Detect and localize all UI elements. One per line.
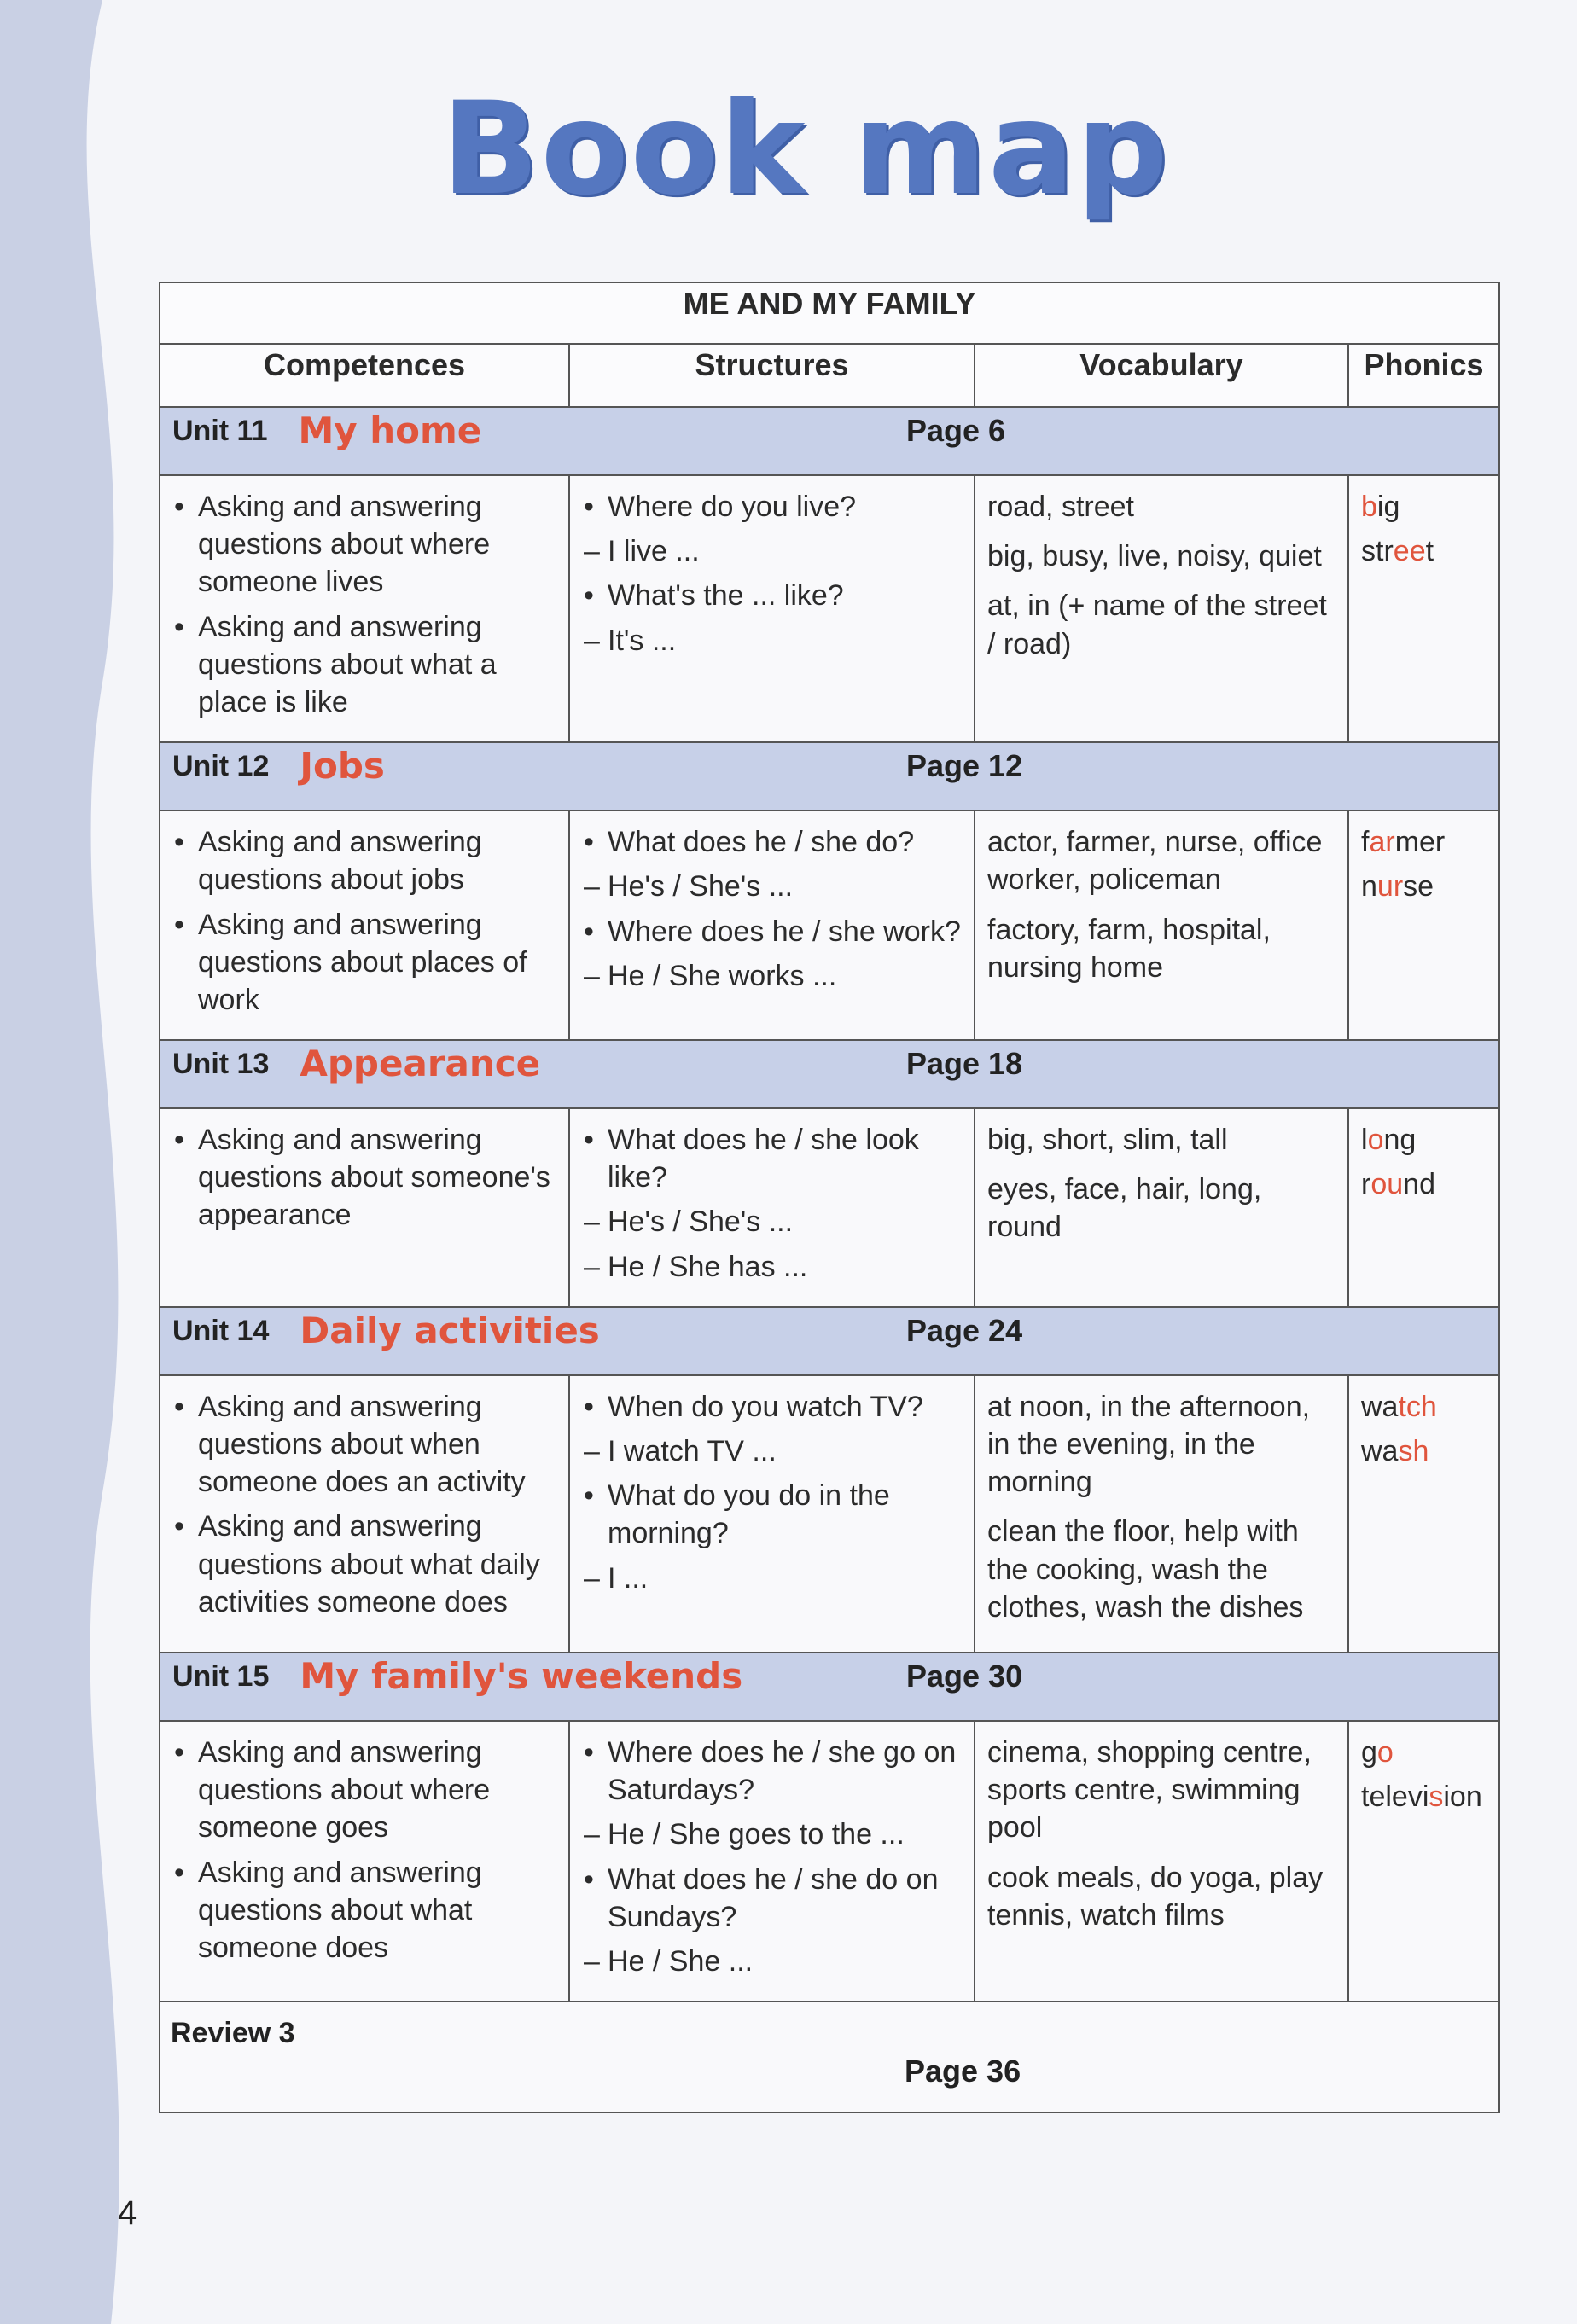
unit-content-row: [160, 1375, 1499, 1653]
vocabulary-item: road, street: [987, 491, 1134, 523]
review-row: [160, 2002, 1499, 2112]
phonics-highlight: ee: [1393, 535, 1426, 568]
phonics-cell: [1348, 1375, 1499, 1653]
phonics-word: [1361, 868, 1487, 905]
unit-content-row: [160, 1108, 1499, 1307]
vocabulary-cell: [975, 1375, 1348, 1653]
book-map-table: [159, 282, 1500, 2113]
unit-page-ref: Page 24: [906, 1312, 1023, 1348]
phonics-part: l: [1361, 1124, 1368, 1157]
review-label: Review 3: [171, 2017, 295, 2050]
vocabulary-cell: [975, 1721, 1348, 2002]
vocabulary-item: actor, farmer, nurse, office worker, policeman: [987, 826, 1323, 897]
phonics-highlight: ar: [1369, 826, 1395, 859]
unit-page-ref: Page 18: [906, 1045, 1023, 1081]
competence-item: • Asking and answering questions about jobs: [172, 823, 556, 898]
competence-item: • Asking and answering questions about what daily activities someone does: [172, 1508, 556, 1621]
phonics-highlight: o: [1376, 1735, 1394, 1769]
unit-page-ref: Page 12: [906, 748, 1023, 784]
competences-cell: [160, 1108, 569, 1307]
vocabulary-item: at noon, in the afternoon, in the evening, in the morning: [987, 1390, 1311, 1499]
phonics-part: se: [1403, 870, 1434, 903]
competences-cell: [160, 810, 569, 1040]
unit-content-row: [160, 810, 1499, 1040]
competence-item: • Asking and answering questions about where someone lives: [172, 488, 556, 601]
structure-item: • What do you do in the morning?: [582, 1477, 962, 1552]
phonics-word: [1361, 1432, 1487, 1470]
phonics-part: g: [1361, 1735, 1377, 1769]
column-header-row: [160, 344, 1499, 407]
theme-row: [160, 282, 1499, 344]
structure-item: • What's the ... like?: [582, 577, 962, 614]
competences-cell: [160, 1721, 569, 2002]
vocabulary-item: cook meals, do yoga, play tennis, watch films: [987, 1861, 1324, 1932]
phonics-part: wa: [1361, 1390, 1399, 1423]
structure-item: • What does he / she do?: [582, 823, 962, 861]
structure-item: – He's / She's ...: [582, 1203, 962, 1240]
unit-header-row: [160, 407, 1499, 475]
structure-item: – He / She ...: [582, 1943, 962, 1980]
unit-title: My family's weekends: [300, 1654, 743, 1697]
unit-title: Daily activities: [300, 1309, 600, 1351]
phonics-word: [1361, 1734, 1487, 1771]
unit-header-row: [160, 742, 1499, 810]
structure-item: – He / She works ...: [582, 957, 962, 995]
vocabulary-item: factory, farm, hospital, nursing home: [987, 913, 1271, 984]
phonics-part: r: [1361, 1168, 1371, 1201]
phonics-part: ng: [1383, 1124, 1417, 1157]
unit-content-row: [160, 1721, 1499, 2002]
phonics-part: f: [1361, 826, 1370, 859]
competence-item: • Asking and answering questions about places of work: [172, 906, 556, 1020]
structure-item: • What does he / she look like?: [582, 1121, 962, 1196]
structures-cell: [569, 1108, 975, 1307]
phonics-part: str: [1361, 535, 1394, 568]
phonics-word: [1361, 1165, 1487, 1203]
phonics-cell: [1348, 1721, 1499, 2002]
column-header: Structures: [569, 344, 975, 407]
structure-item: • When do you watch TV?: [582, 1388, 962, 1426]
structure-item: – I watch TV ...: [582, 1432, 962, 1470]
unit-header-row: [160, 1040, 1499, 1108]
structures-cell: [569, 810, 975, 1040]
phonics-highlight: sh: [1398, 1435, 1429, 1467]
phonics-part: wa: [1361, 1435, 1399, 1467]
phonics-highlight: ou: [1370, 1168, 1404, 1201]
structure-item: – I live ...: [582, 532, 962, 570]
structures-cell: [569, 475, 975, 742]
unit-content-row: [160, 475, 1499, 742]
phonics-cell: [1348, 1108, 1499, 1307]
phonics-highlight: o: [1367, 1124, 1384, 1157]
phonics-word: [1361, 1388, 1487, 1426]
structures-cell: [569, 1721, 975, 2002]
unit-title: My home: [298, 410, 482, 451]
vocabulary-item: eyes, face, hair, long, round: [987, 1173, 1262, 1244]
phonics-word: [1361, 1121, 1487, 1159]
page-title: Book map: [441, 75, 1170, 224]
vocabulary-cell: [975, 810, 1348, 1040]
competences-cell: [160, 475, 569, 742]
review-page-ref: Page 36: [905, 2054, 1021, 2089]
structure-item: – He / She goes to the ...: [582, 1816, 962, 1853]
phonics-part: ion: [1443, 1781, 1482, 1814]
vocabulary-cell: [975, 475, 1348, 742]
structure-item: • Where does he / she go on Saturdays?: [582, 1734, 962, 1809]
phonics-part: t: [1425, 535, 1434, 568]
phonics-highlight: s: [1429, 1781, 1444, 1814]
phonics-word: [1361, 488, 1487, 526]
competence-item: • Asking and answering questions about someone's appearance: [172, 1121, 556, 1235]
unit-label: Unit 11: [172, 415, 268, 448]
phonics-part: n: [1361, 870, 1377, 903]
structure-item: • Where do you live?: [582, 488, 962, 526]
structure-item: • Where does he / she work?: [582, 913, 962, 950]
structure-item: • What does he / she do on Sundays?: [582, 1861, 962, 1936]
vocabulary-cell: [975, 1108, 1348, 1307]
vocabulary-item: big, busy, live, noisy, quiet: [987, 540, 1322, 573]
competence-item: • Asking and answering questions about what someone does: [172, 1854, 556, 1967]
unit-title: Jobs: [300, 745, 385, 787]
structure-item: – He / She has ...: [582, 1248, 962, 1286]
phonics-cell: [1348, 475, 1499, 742]
structure-item: – I ...: [582, 1560, 962, 1597]
unit-label: Unit 13: [172, 1048, 270, 1081]
vocabulary-item: at, in (+ name of the street / road): [987, 590, 1327, 660]
structures-cell: [569, 1375, 975, 1653]
phonics-highlight: tch: [1398, 1390, 1437, 1423]
phonics-word: [1361, 823, 1487, 861]
phonics-word: [1361, 1778, 1487, 1816]
competences-cell: [160, 1375, 569, 1653]
unit-label: Unit 14: [172, 1315, 270, 1348]
vocabulary-item: cinema, shopping centre, sports centre, swimming pool: [987, 1735, 1312, 1845]
column-header: Phonics: [1348, 344, 1499, 407]
phonics-part: nd: [1403, 1168, 1435, 1201]
phonics-part: televi: [1361, 1781, 1429, 1814]
phonics-highlight: ur: [1376, 870, 1404, 903]
competence-item: • Asking and answering questions about when someone does an activity: [172, 1388, 556, 1502]
unit-label: Unit 12: [172, 750, 270, 783]
phonics-word: [1361, 532, 1487, 570]
vocabulary-item: clean the floor, help with the cooking, wash the clothes, wash the dishes: [987, 1515, 1304, 1624]
phonics-part: ig: [1376, 491, 1400, 523]
structure-item: – It's ...: [582, 622, 962, 659]
column-header: Competences: [160, 344, 569, 407]
unit-page-ref: Page 6: [906, 412, 1006, 448]
page-number: 4: [118, 2194, 137, 2232]
phonics-part: mer: [1394, 826, 1446, 859]
unit-header-row: [160, 1653, 1499, 1721]
unit-page-ref: Page 30: [906, 1658, 1023, 1694]
competence-item: • Asking and answering questions about what a place is like: [172, 608, 556, 722]
theme-title: ME AND MY FAMILY: [160, 282, 1499, 344]
vocabulary-item: big, short, slim, tall: [987, 1124, 1228, 1157]
competence-item: • Asking and answering questions about where someone goes: [172, 1734, 556, 1847]
unit-label: Unit 15: [172, 1660, 270, 1694]
phonics-cell: [1348, 810, 1499, 1040]
phonics-highlight: b: [1361, 491, 1377, 523]
structure-item: – He's / She's ...: [582, 868, 962, 905]
column-header: Vocabulary: [975, 344, 1348, 407]
unit-header-row: [160, 1307, 1499, 1375]
unit-title: Appearance: [300, 1043, 541, 1085]
